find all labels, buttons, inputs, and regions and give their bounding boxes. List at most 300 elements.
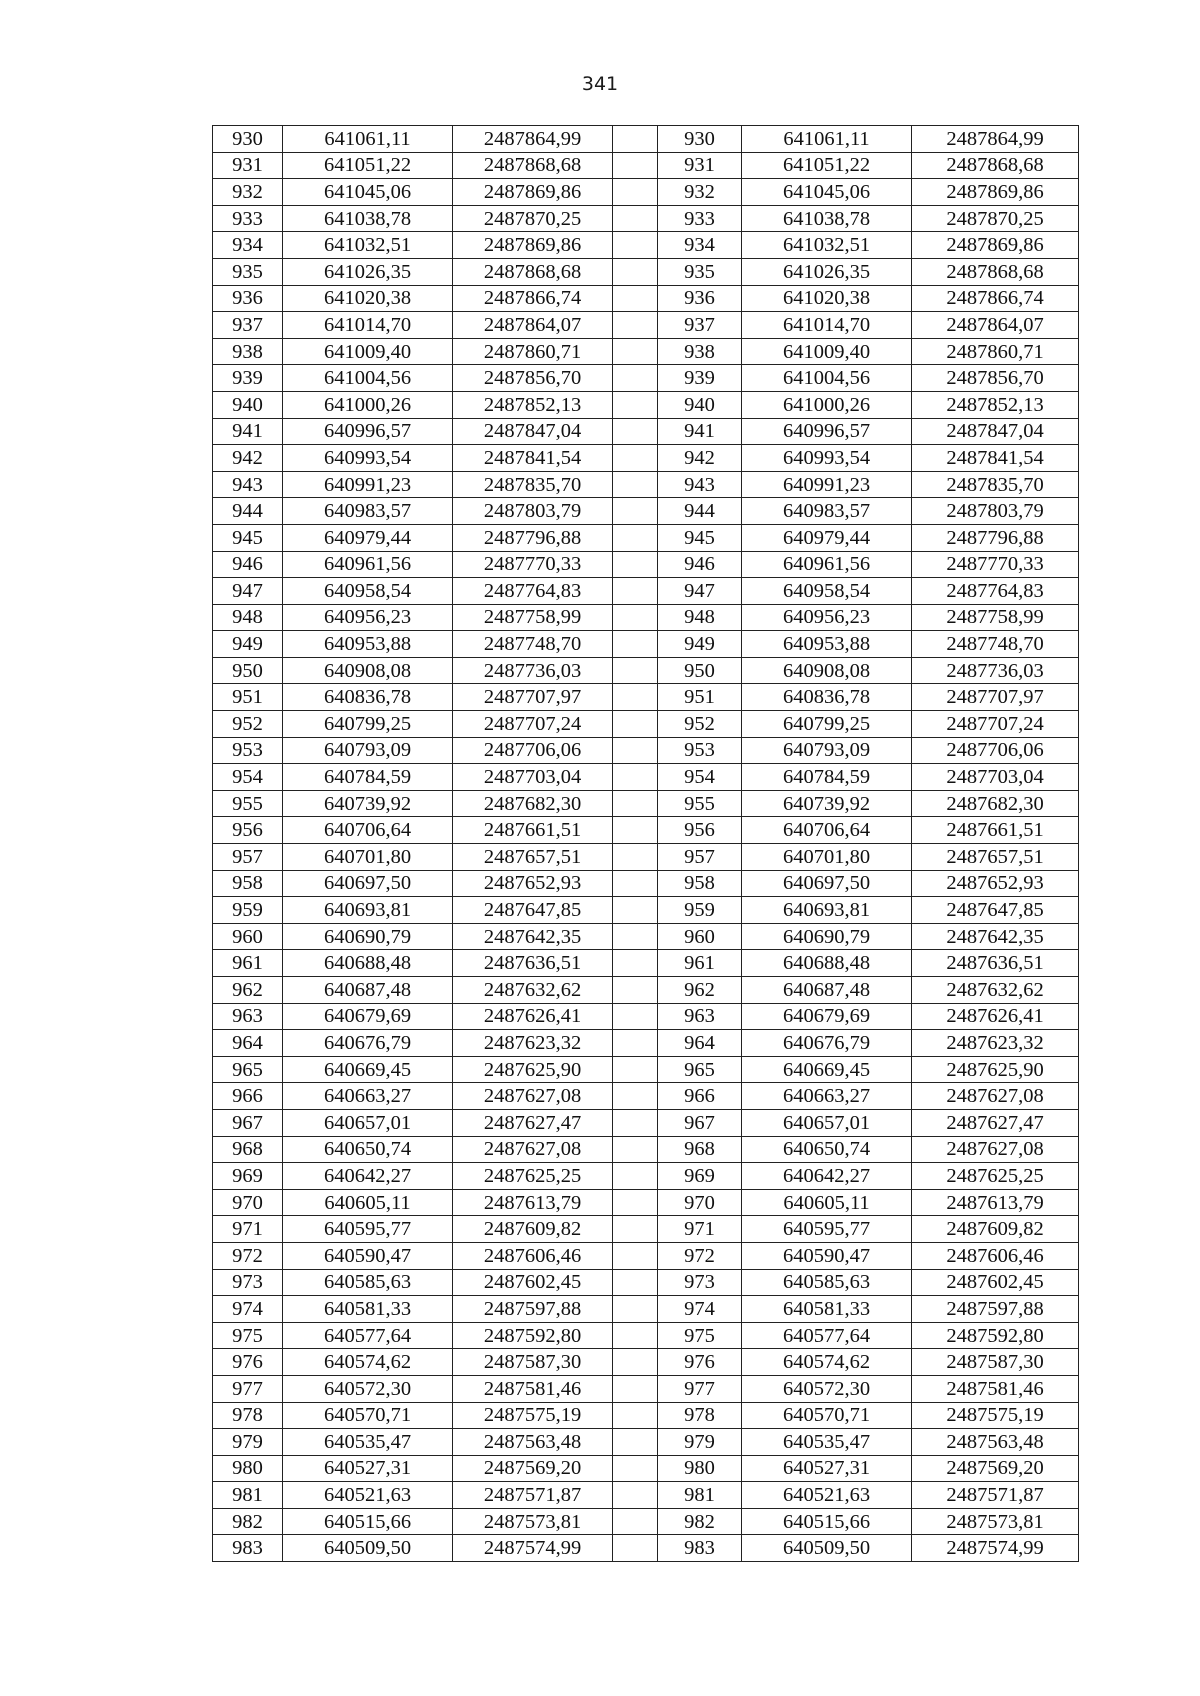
point-number-cell: 962 xyxy=(213,977,283,1004)
coordinates-table xyxy=(212,125,1079,1562)
table-row xyxy=(213,870,1079,897)
y-coordinate-cell: 2487627,47 xyxy=(453,1109,613,1136)
point-number-right-cell: 975 xyxy=(658,1322,742,1349)
table-row xyxy=(213,950,1079,977)
x-coordinate-right-cell: 640521,63 xyxy=(742,1482,912,1509)
y-coordinate-right-cell: 2487632,62 xyxy=(912,977,1079,1004)
point-number-cell: 959 xyxy=(213,897,283,924)
empty-gap-cell xyxy=(613,657,658,684)
x-coordinate-right-cell: 641032,51 xyxy=(742,232,912,259)
x-coordinate-cell: 641000,26 xyxy=(283,391,453,418)
table-row xyxy=(213,631,1079,658)
table-row xyxy=(213,1136,1079,1163)
point-number-right-cell: 940 xyxy=(658,391,742,418)
table-row xyxy=(213,312,1079,339)
point-number-right-cell: 935 xyxy=(658,258,742,285)
table-row xyxy=(213,817,1079,844)
point-number-cell: 931 xyxy=(213,152,283,179)
empty-gap-cell xyxy=(613,126,658,153)
table-row xyxy=(213,844,1079,871)
empty-gap-cell xyxy=(613,1429,658,1456)
y-coordinate-cell: 2487575,19 xyxy=(453,1402,613,1429)
point-number-cell: 937 xyxy=(213,312,283,339)
x-coordinate-cell: 640642,27 xyxy=(283,1163,453,1190)
table-row xyxy=(213,365,1079,392)
table-row xyxy=(213,232,1079,259)
x-coordinate-cell: 640991,23 xyxy=(283,471,453,498)
y-coordinate-cell: 2487602,45 xyxy=(453,1269,613,1296)
y-coordinate-right-cell: 2487626,41 xyxy=(912,1003,1079,1030)
point-number-cell: 944 xyxy=(213,498,283,525)
y-coordinate-cell: 2487847,04 xyxy=(453,418,613,445)
y-coordinate-cell: 2487870,25 xyxy=(453,205,613,232)
x-coordinate-right-cell: 640679,69 xyxy=(742,1003,912,1030)
point-number-right-cell: 949 xyxy=(658,631,742,658)
y-coordinate-right-cell: 2487613,79 xyxy=(912,1189,1079,1216)
y-coordinate-cell: 2487581,46 xyxy=(453,1375,613,1402)
table-row xyxy=(213,1030,1079,1057)
x-coordinate-cell: 640535,47 xyxy=(283,1429,453,1456)
point-number-right-cell: 960 xyxy=(658,923,742,950)
y-coordinate-cell: 2487642,35 xyxy=(453,923,613,950)
point-number-right-cell: 982 xyxy=(658,1508,742,1535)
x-coordinate-right-cell: 640570,71 xyxy=(742,1402,912,1429)
point-number-right-cell: 967 xyxy=(658,1109,742,1136)
point-number-cell: 970 xyxy=(213,1189,283,1216)
y-coordinate-cell: 2487627,08 xyxy=(453,1083,613,1110)
y-coordinate-right-cell: 2487841,54 xyxy=(912,445,1079,472)
empty-gap-cell xyxy=(613,1242,658,1269)
y-coordinate-right-cell: 2487707,97 xyxy=(912,684,1079,711)
point-number-right-cell: 943 xyxy=(658,471,742,498)
empty-gap-cell xyxy=(613,1003,658,1030)
y-coordinate-cell: 2487627,08 xyxy=(453,1136,613,1163)
point-number-cell: 966 xyxy=(213,1083,283,1110)
point-number-cell: 980 xyxy=(213,1455,283,1482)
y-coordinate-cell: 2487868,68 xyxy=(453,152,613,179)
point-number-right-cell: 953 xyxy=(658,737,742,764)
table-row xyxy=(213,418,1079,445)
x-coordinate-right-cell: 640676,79 xyxy=(742,1030,912,1057)
x-coordinate-cell: 640574,62 xyxy=(283,1349,453,1376)
table-row xyxy=(213,897,1079,924)
x-coordinate-cell: 640595,77 xyxy=(283,1216,453,1243)
x-coordinate-right-cell: 640509,50 xyxy=(742,1535,912,1562)
point-number-right-cell: 981 xyxy=(658,1482,742,1509)
table-row xyxy=(213,790,1079,817)
y-coordinate-right-cell: 2487847,04 xyxy=(912,418,1079,445)
y-coordinate-cell: 2487869,86 xyxy=(453,232,613,259)
point-number-right-cell: 955 xyxy=(658,790,742,817)
x-coordinate-cell: 640590,47 xyxy=(283,1242,453,1269)
table-row xyxy=(213,684,1079,711)
x-coordinate-cell: 640706,64 xyxy=(283,817,453,844)
x-coordinate-right-cell: 640669,45 xyxy=(742,1056,912,1083)
point-number-right-cell: 972 xyxy=(658,1242,742,1269)
table-row xyxy=(213,179,1079,206)
point-number-cell: 967 xyxy=(213,1109,283,1136)
empty-gap-cell xyxy=(613,977,658,1004)
empty-gap-cell xyxy=(613,684,658,711)
x-coordinate-right-cell: 640991,23 xyxy=(742,471,912,498)
point-number-right-cell: 950 xyxy=(658,657,742,684)
point-number-cell: 949 xyxy=(213,631,283,658)
x-coordinate-cell: 640585,63 xyxy=(283,1269,453,1296)
x-coordinate-right-cell: 641004,56 xyxy=(742,365,912,392)
y-coordinate-right-cell: 2487770,33 xyxy=(912,551,1079,578)
x-coordinate-cell: 640993,54 xyxy=(283,445,453,472)
point-number-cell: 969 xyxy=(213,1163,283,1190)
point-number-right-cell: 978 xyxy=(658,1402,742,1429)
x-coordinate-cell: 640657,01 xyxy=(283,1109,453,1136)
empty-gap-cell xyxy=(613,391,658,418)
point-number-cell: 956 xyxy=(213,817,283,844)
table-row xyxy=(213,285,1079,312)
x-coordinate-right-cell: 640701,80 xyxy=(742,844,912,871)
y-coordinate-right-cell: 2487803,79 xyxy=(912,498,1079,525)
y-coordinate-right-cell: 2487868,68 xyxy=(912,258,1079,285)
empty-gap-cell xyxy=(613,524,658,551)
y-coordinate-cell: 2487569,20 xyxy=(453,1455,613,1482)
point-number-cell: 981 xyxy=(213,1482,283,1509)
y-coordinate-right-cell: 2487869,86 xyxy=(912,179,1079,206)
x-coordinate-right-cell: 640979,44 xyxy=(742,524,912,551)
point-number-right-cell: 965 xyxy=(658,1056,742,1083)
point-number-cell: 943 xyxy=(213,471,283,498)
y-coordinate-cell: 2487764,83 xyxy=(453,578,613,605)
y-coordinate-right-cell: 2487647,85 xyxy=(912,897,1079,924)
point-number-right-cell: 954 xyxy=(658,764,742,791)
x-coordinate-cell: 640605,11 xyxy=(283,1189,453,1216)
x-coordinate-cell: 640650,74 xyxy=(283,1136,453,1163)
point-number-cell: 930 xyxy=(213,126,283,153)
point-number-cell: 940 xyxy=(213,391,283,418)
table-row xyxy=(213,977,1079,1004)
y-coordinate-cell: 2487803,79 xyxy=(453,498,613,525)
point-number-right-cell: 947 xyxy=(658,578,742,605)
point-number-right-cell: 937 xyxy=(658,312,742,339)
y-coordinate-cell: 2487623,32 xyxy=(453,1030,613,1057)
x-coordinate-right-cell: 640581,33 xyxy=(742,1296,912,1323)
x-coordinate-right-cell: 641009,40 xyxy=(742,338,912,365)
table-row xyxy=(213,338,1079,365)
y-coordinate-right-cell: 2487597,88 xyxy=(912,1296,1079,1323)
table-row xyxy=(213,205,1079,232)
table-row xyxy=(213,923,1079,950)
y-coordinate-cell: 2487706,06 xyxy=(453,737,613,764)
point-number-right-cell: 962 xyxy=(658,977,742,1004)
point-number-right-cell: 958 xyxy=(658,870,742,897)
table-row xyxy=(213,391,1079,418)
table-row xyxy=(213,578,1079,605)
y-coordinate-right-cell: 2487736,03 xyxy=(912,657,1079,684)
y-coordinate-right-cell: 2487764,83 xyxy=(912,578,1079,605)
y-coordinate-cell: 2487563,48 xyxy=(453,1429,613,1456)
x-coordinate-right-cell: 640799,25 xyxy=(742,711,912,738)
table-row xyxy=(213,258,1079,285)
table-row xyxy=(213,1508,1079,1535)
y-coordinate-right-cell: 2487758,99 xyxy=(912,604,1079,631)
x-coordinate-right-cell: 640515,66 xyxy=(742,1508,912,1535)
y-coordinate-right-cell: 2487625,25 xyxy=(912,1163,1079,1190)
y-coordinate-right-cell: 2487636,51 xyxy=(912,950,1079,977)
y-coordinate-cell: 2487866,74 xyxy=(453,285,613,312)
point-number-cell: 960 xyxy=(213,923,283,950)
point-number-cell: 978 xyxy=(213,1402,283,1429)
x-coordinate-cell: 640908,08 xyxy=(283,657,453,684)
point-number-right-cell: 934 xyxy=(658,232,742,259)
table-row xyxy=(213,1535,1079,1562)
x-coordinate-cell: 640581,33 xyxy=(283,1296,453,1323)
x-coordinate-cell: 641032,51 xyxy=(283,232,453,259)
table-row xyxy=(213,126,1079,153)
empty-gap-cell xyxy=(613,1455,658,1482)
empty-gap-cell xyxy=(613,498,658,525)
table-row xyxy=(213,1482,1079,1509)
y-coordinate-right-cell: 2487868,68 xyxy=(912,152,1079,179)
y-coordinate-right-cell: 2487587,30 xyxy=(912,1349,1079,1376)
x-coordinate-right-cell: 640958,54 xyxy=(742,578,912,605)
point-number-cell: 939 xyxy=(213,365,283,392)
y-coordinate-right-cell: 2487796,88 xyxy=(912,524,1079,551)
y-coordinate-right-cell: 2487870,25 xyxy=(912,205,1079,232)
x-coordinate-cell: 640697,50 xyxy=(283,870,453,897)
point-number-right-cell: 933 xyxy=(658,205,742,232)
point-number-cell: 938 xyxy=(213,338,283,365)
y-coordinate-right-cell: 2487748,70 xyxy=(912,631,1079,658)
table-row xyxy=(213,1163,1079,1190)
x-coordinate-right-cell: 641061,11 xyxy=(742,126,912,153)
point-number-cell: 955 xyxy=(213,790,283,817)
point-number-right-cell: 930 xyxy=(658,126,742,153)
empty-gap-cell xyxy=(613,312,658,339)
point-number-cell: 935 xyxy=(213,258,283,285)
point-number-right-cell: 961 xyxy=(658,950,742,977)
y-coordinate-cell: 2487796,88 xyxy=(453,524,613,551)
point-number-right-cell: 948 xyxy=(658,604,742,631)
point-number-cell: 947 xyxy=(213,578,283,605)
x-coordinate-right-cell: 641020,38 xyxy=(742,285,912,312)
point-number-cell: 950 xyxy=(213,657,283,684)
x-coordinate-right-cell: 640908,08 xyxy=(742,657,912,684)
point-number-right-cell: 973 xyxy=(658,1269,742,1296)
point-number-cell: 957 xyxy=(213,844,283,871)
x-coordinate-cell: 641004,56 xyxy=(283,365,453,392)
point-number-right-cell: 939 xyxy=(658,365,742,392)
x-coordinate-right-cell: 640996,57 xyxy=(742,418,912,445)
y-coordinate-cell: 2487864,07 xyxy=(453,312,613,339)
point-number-cell: 964 xyxy=(213,1030,283,1057)
x-coordinate-right-cell: 640961,56 xyxy=(742,551,912,578)
empty-gap-cell xyxy=(613,1269,658,1296)
point-number-right-cell: 980 xyxy=(658,1455,742,1482)
y-coordinate-right-cell: 2487575,19 xyxy=(912,1402,1079,1429)
x-coordinate-cell: 640739,92 xyxy=(283,790,453,817)
table-row xyxy=(213,471,1079,498)
empty-gap-cell xyxy=(613,1375,658,1402)
point-number-right-cell: 968 xyxy=(658,1136,742,1163)
y-coordinate-cell: 2487869,86 xyxy=(453,179,613,206)
empty-gap-cell xyxy=(613,1402,658,1429)
point-number-right-cell: 931 xyxy=(658,152,742,179)
point-number-cell: 972 xyxy=(213,1242,283,1269)
empty-gap-cell xyxy=(613,205,658,232)
x-coordinate-cell: 640983,57 xyxy=(283,498,453,525)
y-coordinate-cell: 2487707,97 xyxy=(453,684,613,711)
x-coordinate-right-cell: 640595,77 xyxy=(742,1216,912,1243)
x-coordinate-right-cell: 641051,22 xyxy=(742,152,912,179)
x-coordinate-right-cell: 640793,09 xyxy=(742,737,912,764)
y-coordinate-cell: 2487625,25 xyxy=(453,1163,613,1190)
empty-gap-cell xyxy=(613,285,658,312)
table-row xyxy=(213,1402,1079,1429)
x-coordinate-right-cell: 640572,30 xyxy=(742,1375,912,1402)
y-coordinate-right-cell: 2487573,81 xyxy=(912,1508,1079,1535)
x-coordinate-right-cell: 641038,78 xyxy=(742,205,912,232)
x-coordinate-right-cell: 640690,79 xyxy=(742,923,912,950)
point-number-cell: 951 xyxy=(213,684,283,711)
x-coordinate-cell: 640836,78 xyxy=(283,684,453,711)
point-number-cell: 952 xyxy=(213,711,283,738)
point-number-right-cell: 959 xyxy=(658,897,742,924)
empty-gap-cell xyxy=(613,1349,658,1376)
table-row xyxy=(213,498,1079,525)
y-coordinate-right-cell: 2487563,48 xyxy=(912,1429,1079,1456)
y-coordinate-right-cell: 2487609,82 xyxy=(912,1216,1079,1243)
y-coordinate-cell: 2487626,41 xyxy=(453,1003,613,1030)
point-number-right-cell: 945 xyxy=(658,524,742,551)
x-coordinate-right-cell: 641014,70 xyxy=(742,312,912,339)
point-number-cell: 979 xyxy=(213,1429,283,1456)
table-row xyxy=(213,445,1079,472)
y-coordinate-cell: 2487682,30 xyxy=(453,790,613,817)
y-coordinate-right-cell: 2487866,74 xyxy=(912,285,1079,312)
y-coordinate-right-cell: 2487627,08 xyxy=(912,1083,1079,1110)
y-coordinate-right-cell: 2487869,86 xyxy=(912,232,1079,259)
x-coordinate-right-cell: 640688,48 xyxy=(742,950,912,977)
y-coordinate-cell: 2487587,30 xyxy=(453,1349,613,1376)
x-coordinate-cell: 640572,30 xyxy=(283,1375,453,1402)
y-coordinate-right-cell: 2487592,80 xyxy=(912,1322,1079,1349)
y-coordinate-cell: 2487748,70 xyxy=(453,631,613,658)
x-coordinate-right-cell: 640956,23 xyxy=(742,604,912,631)
y-coordinate-right-cell: 2487571,87 xyxy=(912,1482,1079,1509)
y-coordinate-cell: 2487868,68 xyxy=(453,258,613,285)
coordinates-table-body xyxy=(213,126,1079,1562)
y-coordinate-right-cell: 2487706,06 xyxy=(912,737,1079,764)
empty-gap-cell xyxy=(613,1083,658,1110)
y-coordinate-cell: 2487860,71 xyxy=(453,338,613,365)
empty-gap-cell xyxy=(613,764,658,791)
table-row xyxy=(213,551,1079,578)
x-coordinate-right-cell: 640585,63 xyxy=(742,1269,912,1296)
table-row xyxy=(213,737,1079,764)
point-number-right-cell: 957 xyxy=(658,844,742,871)
x-coordinate-cell: 641045,06 xyxy=(283,179,453,206)
x-coordinate-right-cell: 640687,48 xyxy=(742,977,912,1004)
point-number-right-cell: 938 xyxy=(658,338,742,365)
x-coordinate-cell: 640996,57 xyxy=(283,418,453,445)
x-coordinate-cell: 640669,45 xyxy=(283,1056,453,1083)
point-number-right-cell: 944 xyxy=(658,498,742,525)
y-coordinate-right-cell: 2487625,90 xyxy=(912,1056,1079,1083)
x-coordinate-cell: 640679,69 xyxy=(283,1003,453,1030)
point-number-cell: 976 xyxy=(213,1349,283,1376)
x-coordinate-right-cell: 640693,81 xyxy=(742,897,912,924)
x-coordinate-cell: 641051,22 xyxy=(283,152,453,179)
y-coordinate-cell: 2487841,54 xyxy=(453,445,613,472)
y-coordinate-cell: 2487703,04 xyxy=(453,764,613,791)
point-number-right-cell: 946 xyxy=(658,551,742,578)
table-row xyxy=(213,764,1079,791)
point-number-right-cell: 974 xyxy=(658,1296,742,1323)
x-coordinate-right-cell: 640993,54 xyxy=(742,445,912,472)
table-row xyxy=(213,1056,1079,1083)
table-row xyxy=(213,1296,1079,1323)
x-coordinate-cell: 640570,71 xyxy=(283,1402,453,1429)
y-coordinate-cell: 2487574,99 xyxy=(453,1535,613,1562)
x-coordinate-cell: 640693,81 xyxy=(283,897,453,924)
table-row xyxy=(213,524,1079,551)
point-number-cell: 983 xyxy=(213,1535,283,1562)
table-row xyxy=(213,1429,1079,1456)
empty-gap-cell xyxy=(613,790,658,817)
x-coordinate-right-cell: 640577,64 xyxy=(742,1322,912,1349)
point-number-cell: 958 xyxy=(213,870,283,897)
point-number-right-cell: 977 xyxy=(658,1375,742,1402)
point-number-cell: 982 xyxy=(213,1508,283,1535)
y-coordinate-right-cell: 2487703,04 xyxy=(912,764,1079,791)
x-coordinate-cell: 640793,09 xyxy=(283,737,453,764)
x-coordinate-right-cell: 641000,26 xyxy=(742,391,912,418)
table-row xyxy=(213,152,1079,179)
empty-gap-cell xyxy=(613,1296,658,1323)
x-coordinate-cell: 640688,48 xyxy=(283,950,453,977)
y-coordinate-cell: 2487597,88 xyxy=(453,1296,613,1323)
empty-gap-cell xyxy=(613,418,658,445)
table-row xyxy=(213,1003,1079,1030)
point-number-cell: 963 xyxy=(213,1003,283,1030)
y-coordinate-right-cell: 2487642,35 xyxy=(912,923,1079,950)
x-coordinate-right-cell: 640574,62 xyxy=(742,1349,912,1376)
point-number-cell: 932 xyxy=(213,179,283,206)
point-number-cell: 961 xyxy=(213,950,283,977)
x-coordinate-right-cell: 641026,35 xyxy=(742,258,912,285)
empty-gap-cell xyxy=(613,844,658,871)
y-coordinate-right-cell: 2487606,46 xyxy=(912,1242,1079,1269)
point-number-right-cell: 936 xyxy=(658,285,742,312)
y-coordinate-cell: 2487661,51 xyxy=(453,817,613,844)
x-coordinate-cell: 640521,63 xyxy=(283,1482,453,1509)
y-coordinate-cell: 2487852,13 xyxy=(453,391,613,418)
point-number-cell: 945 xyxy=(213,524,283,551)
table-row xyxy=(213,1455,1079,1482)
point-number-right-cell: 963 xyxy=(658,1003,742,1030)
empty-gap-cell xyxy=(613,365,658,392)
y-coordinate-cell: 2487835,70 xyxy=(453,471,613,498)
empty-gap-cell xyxy=(613,1508,658,1535)
y-coordinate-cell: 2487571,87 xyxy=(453,1482,613,1509)
empty-gap-cell xyxy=(613,870,658,897)
empty-gap-cell xyxy=(613,1216,658,1243)
empty-gap-cell xyxy=(613,1109,658,1136)
point-number-right-cell: 979 xyxy=(658,1429,742,1456)
table-row xyxy=(213,1375,1079,1402)
table-row xyxy=(213,711,1079,738)
x-coordinate-cell: 641061,11 xyxy=(283,126,453,153)
empty-gap-cell xyxy=(613,1056,658,1083)
point-number-cell: 946 xyxy=(213,551,283,578)
